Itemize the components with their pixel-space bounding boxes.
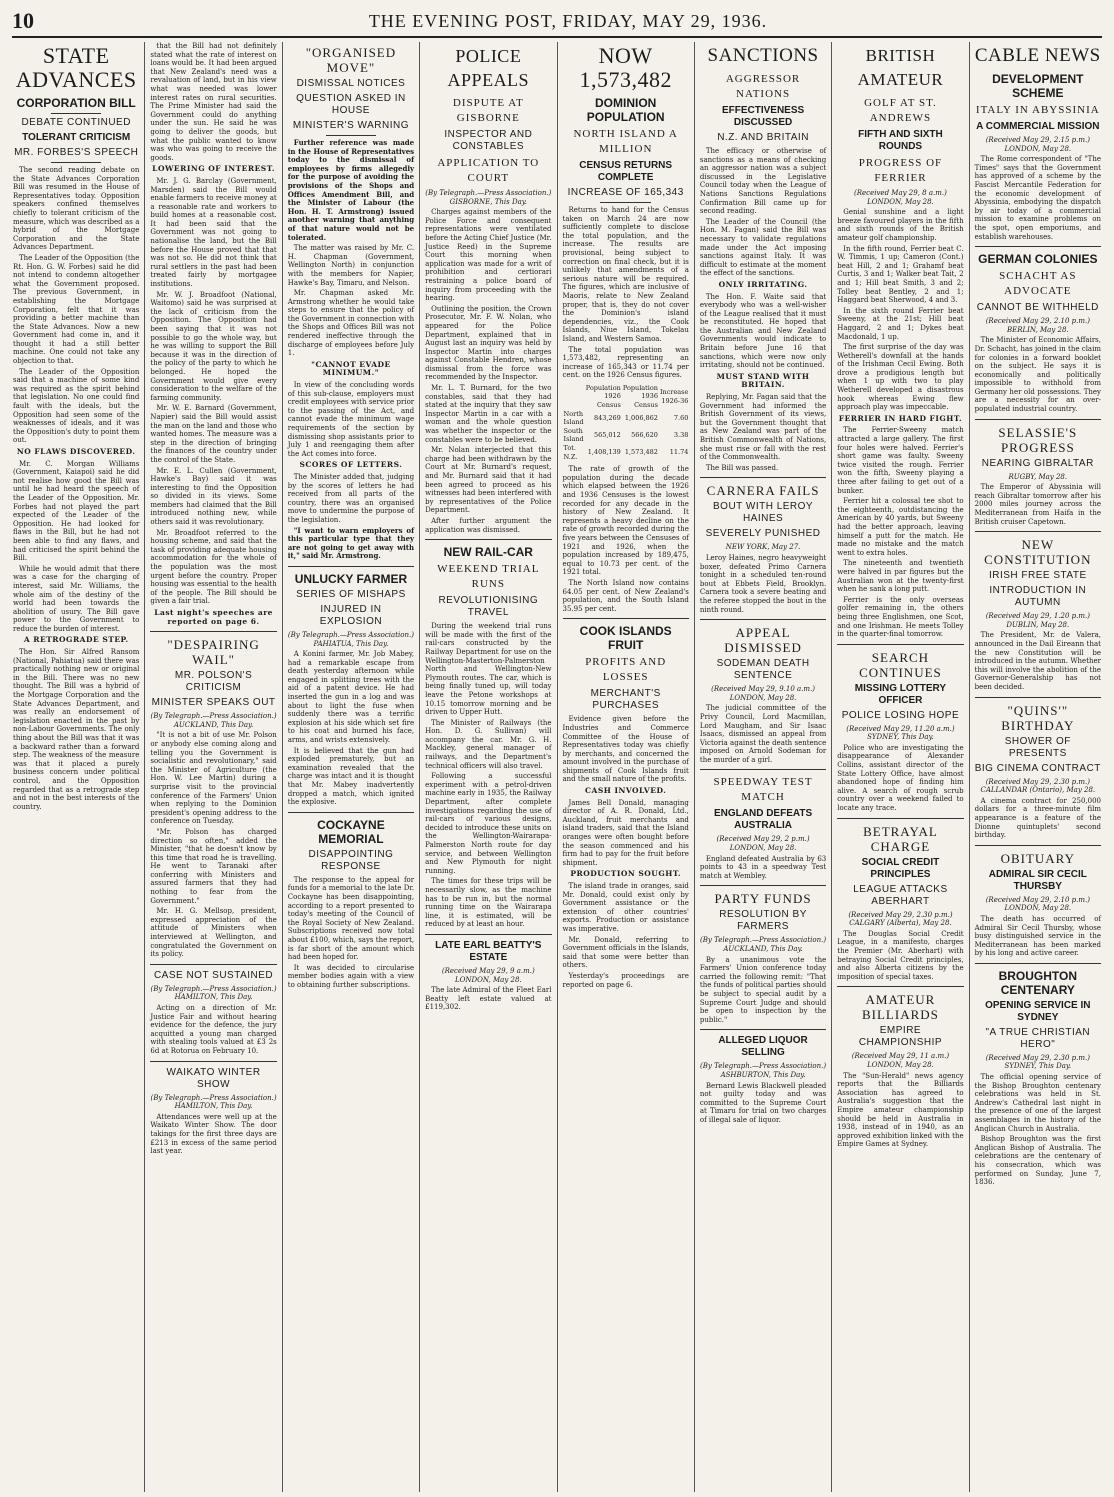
- article-paragraph: Bernard Lewis Blackwell pleaded not guilty today and was committed to the Supreme Court at Timaru for trial on two charges of illegal sale of liquor.: [699, 1081, 827, 1124]
- article-paragraph: Mr. L. T. Burnard, for the two constables, said that they had stated at the inquiry that they saw Inspector Martin in a car with a woman and the whole question was whether the inspector or the constables were to be believed.: [425, 384, 552, 444]
- article-paragraph: Mr. C. Morgan Williams (Government, Kaiapoi) said he did not realise how good the Bill was until he had heard the speech of the Leader of the Opposition. Mr. Forbes had not played the part expected of the Leader of the Opposition. He had looked for flaws in the Bill, but he had not been able to find any flaws, and had criticised the spirit behind the Bill.: [13, 459, 140, 563]
- dateline: (By Telegraph.—Press Association.) AUCKLAND, This Day.: [150, 712, 277, 729]
- headline-billiards: AMATEUR BILLIARDS: [861, 992, 939, 1023]
- inline-subhead: A RETROGRADE STEP.: [23, 635, 129, 645]
- headline-police-appeals: POLICE APPEALS: [447, 46, 530, 90]
- masthead-title: THE EVENING POST, FRIDAY, MAY 29, 1936.: [368, 10, 768, 31]
- article-paragraph: The Ferrier-Sweeny match attracted a large gallery. The first four holes were halved. Ferrier's short game was faulty. Sweeny twice visited the rough. Ferrier won the fifth, Sweeny playing a three after failing to get out of a bunker.: [837, 426, 964, 495]
- subhead-presents: SHOWER OF PRESENTS: [1004, 735, 1071, 759]
- deck-development: DEVELOPMENT SCHEME: [992, 72, 1084, 100]
- article-paragraph: Mr. Donald, referring to Government officials in the Islands, said that some were better than others.: [562, 935, 689, 970]
- subhead-gisborne: DISPUTE AT GISBORNE: [452, 97, 524, 124]
- subhead-lottery: MISSING LOTTERY OFFICER: [854, 682, 947, 706]
- dateline: (Received May 29, 8 a.m.) LONDON, May 28.: [854, 189, 947, 206]
- table-row: Tot. N.Z. 1,408,139 1,573,482 11.74: [563, 444, 689, 461]
- article-paragraph: The response to the appeal for funds for a memorial to the late Dr. Cockayne has been disappointing, according to a report presented to today's meeting of the Council of the Royal Society of New Zealand. Subscriptions received now total about £100, which, says the report, is far short of the amount which had been hoped for.: [287, 875, 415, 962]
- article-paragraph: A Konini farmer, Mr. Job Mabey, had a remarkable escape from death yesterday afternoon while engaged in splitting trees with the aid of a patent device. He had inserted the gun in a log and was about to light the fuse when suddenly there was a terrific explosion at his side which set fire to his coat and burned his face, arms, and wrists extensively.: [287, 650, 415, 745]
- deck-corporation-bill: CORPORATION BILL: [16, 96, 136, 110]
- subhead-england: ENGLAND DEFEATS AUSTRALIA: [713, 808, 813, 832]
- inline-subhead: CASH INVOLVED.: [585, 786, 667, 796]
- subhead-forbes: MR. FORBES'S SPEECH: [14, 147, 139, 158]
- subhead-sydney-service: OPENING SERVICE IN SYDNEY: [985, 999, 1091, 1023]
- article-paragraph: The Hon. F. Waite said that everybody who was a well-wisher of the League realised that it must be reconstituted. He hoped that the Australian and New Zealand Governments would indicate to Britain before June 16 that sanctions, which were now only irritating, should not be continued.: [699, 292, 827, 370]
- subhead-punished: SEVERELY PUNISHED: [705, 528, 821, 540]
- headline-population: NOW 1,573,482: [579, 43, 672, 92]
- table-header: Population 1926 Census: [585, 383, 621, 410]
- subhead-aggressor: AGGRESSOR NATIONS: [725, 73, 801, 100]
- article-paragraph: The efficacy or otherwise of sanctions as a means of checking an aggressor nation was a subject discussed in the Legislative Council today when the League of Nations Sanctions Regulations Confirmation Bill came up for second reading.: [699, 147, 827, 216]
- dateline: (Received May 29, 2.10 p.m.) LONDON, May 28.: [985, 895, 1090, 913]
- table-header: Increase 1926-36: [659, 388, 689, 405]
- article-paragraph: The death has occurred of Admiral Sir Cecil Thursby, whose busy distinguished service in the Mediterranean has been marked by his long and active career.: [974, 914, 1101, 958]
- article-paragraph: Mr. Broadfoot referred to the housing scheme, and said that the task of providing adequate housing accommodation for the whole of the population was the most urgent before the country. Proper housing was essential to the health of the people. The Bill should be given a fair trial.: [150, 528, 277, 606]
- article-paragraph: A cinema contract for 250,000 dollars for a three-minute film appearance is a feature of the Dionne quintuplets' second birthday.: [974, 796, 1101, 840]
- dateline: (By Telegraph.—Press Association.) AUCKLAND, This Day.: [700, 936, 827, 954]
- deck-dominion-population: DOMINION POPULATION: [586, 96, 665, 124]
- column-8: [970, 42, 1106, 1492]
- subhead-debate: DEBATE CONTINUED: [21, 117, 131, 128]
- dateline: NEW YORK, May 27.: [725, 543, 801, 552]
- continued-note: Last night's speeches are reported on page 6.: [154, 608, 273, 626]
- subhead-profits: PROFITS AND LOSSES: [585, 656, 667, 684]
- subhead-application: APPLICATION TO COURT: [437, 157, 540, 184]
- article-paragraph: Mr. Nolan interjected that this charge had been withdrawn by the Court at Mr. Burnard's request, and Mr. Burnard said that it had been agreed to proceed as his witnesses had been interfered with by representatives of the Police Department.: [425, 446, 552, 515]
- article-paragraph: The Rome correspondent of "The Times" says that the Government has approved of a scheme by the Fascist Mercantile Federation for the economic development of Abyssinia, embodying the dispatch by air today of a commercial mission to examine problems on the spot, open emporiums, and establish warehouses.: [974, 155, 1101, 241]
- article-paragraph: Mr. W. J. Broadfoot (National, Waitomo) said he was surprised at the lack of criticism from the Opposition. The Opposition had been saying that it was not possible to go the whole way, but he was willing to support the Bill because it was in the direction of the policy of the party to which he belonged. He hoped the Government would give every consideration to the welfare of the farming community.: [150, 290, 277, 402]
- subhead-aberhart: LEAGUE ATTACKS ABERHART: [853, 883, 948, 907]
- article-paragraph: Replying, Mr. Fagan said that the Government had informed the British Government of its views, but the Government thought that as New Zealand was part of the British Commonwealth of Nations, she must rise or fall with the rest of the Commonwealth.: [699, 393, 827, 462]
- dateline: (Received May 29, 2.30 p.m.) CALGARY (Alberta), May 28.: [848, 910, 953, 928]
- subhead-minister: MINISTER SPEAKS OUT: [151, 697, 276, 709]
- article-paragraph: "It is not a bit of use Mr. Polson or anybody else coming along and telling you the Government is socialistic and revolutionary," said the Minister of Agriculture (the Hon. W. Lee Martin) during a surprise visit to the provincial conference of the Farmers' Union when replying to the Dominion president's opening address to the conference on Tuesday.: [150, 731, 277, 826]
- headline-cockayne: COCKAYNE MEMORIAL: [317, 817, 385, 846]
- inline-subhead: SCORES OF LETTERS.: [299, 460, 403, 470]
- dateline: (Received May 29, 11 a.m.) LONDON, May 28.: [851, 1052, 950, 1069]
- dateline: (Received May 29, 9.10 a.m.) LONDON, May 28.: [711, 685, 816, 702]
- article-paragraph: Mr. J. G. Barclay (Government, Marsden) said the Bill would enable farmers to receive money at a reasonable rate and workers to build homes at a reasonable cost. It had been said that the Government was not going to nationalise the land, but the Bill before the House proved that that was not so. He did not think that rural settlers in the past had been treated fairly by mortgagee institutions.: [150, 176, 277, 289]
- article-paragraph: Returns to hand for the Census taken on March 24 are now sufficiently complete to disclose the total population, and the increase. The results are provisional, being subject to correction on final check, but it is unlikely that amendments of a serious nature will be required. The figures, which are inclusive of Maoris, relate to New Zealand proper, that is, they do not cover the Dominion's island dependencies, viz., the Cook Islands, Niue Island, Tokelau Island, and Western Samoa.: [562, 206, 689, 343]
- column-4: [420, 42, 557, 1492]
- dateline: (By Telegraph.—Press Association.) HAMILTON, This Day.: [150, 1093, 277, 1111]
- article-paragraph: The times for these trips will be necessarily slow, as the machine has to be run in, but the normal running time on the Wairarapa line, it is estimated, will be reduced by at least an hour.: [425, 877, 552, 929]
- subhead-response: DISAPPOINTING RESPONSE: [308, 848, 394, 872]
- census-table: [563, 384, 690, 461]
- subhead-autumn: INTRODUCTION IN AUTUMN: [989, 585, 1087, 609]
- article-paragraph: Leroy Haines, negro heavyweight boxer, defeated Primo Carnera tonight in a scheduled ten-round bout at Ebbets Field, Brooklyn. Carnera took a severe beating and the referee stopped the bout in the ninth round.: [699, 553, 827, 614]
- subhead-census: CENSUS RETURNS COMPLETE: [579, 160, 673, 183]
- article-paragraph: "I want to warn employers of this particular type that they are not going to get away with it," said Mr. Armstrong.: [287, 525, 415, 561]
- article-paragraph: The Douglas Social Credit League, in a manifesto, charges the Premier (Mr. Aberhart) with betraying Social Credit principles, and also Alberta citizens by the imposition of special taxes.: [837, 929, 964, 981]
- subhead-dismissal: DISMISSAL NOTICES: [296, 78, 406, 89]
- article-paragraph: The Minister of Railways (the Hon. D. G. Sullivan) will accompany the car. Mr. G. H. Mackley, general manager of railways, and the Department's technical officers will also travel.: [425, 718, 552, 770]
- subhead-withheld: CANNOT BE WITHHELD: [976, 302, 1099, 314]
- inline-subhead: PRODUCTION SOUGHT.: [570, 869, 682, 879]
- headline-party-funds: PARTY FUNDS: [714, 891, 812, 907]
- subhead-thursby: ADMIRAL SIR CECIL THURSBY: [988, 868, 1087, 892]
- article-paragraph: It is believed that the gun had exploded prematurely, but an examination revealed that the charge was intact and it is thought that Mr. Mabey inadvertently dropped a match, which ignited the explosive.: [287, 746, 415, 807]
- article-paragraph: In the fifth round, Ferrier beat C. W. Timmis, 1 up; Cameron (Cont.) beat Hill, 2 and 1; Grahamf beat Curtis, 3 and 1; Walker beat Tait, 2 and 1; Hill beat Smith, 3 and 2; Tolley beat Bentley, 2 and 1; Haggard beat Sherwood, 4 and 3.: [837, 244, 964, 305]
- headline-waikato-show: WAIKATO WINTER SHOW: [166, 1066, 261, 1090]
- subhead-mission: A COMMERCIAL MISSION: [976, 121, 1100, 132]
- article-paragraph: During the weekend trial runs will be made with the first of the rail-cars constructed by the Railway Department for use on the Wellington-Masterton-Palmerston North and Wellington-New Plymouth routes. The car, which is being finally tuned up, will today leave the Petone workshops at 10.15 tomorrow morning and be driven to Upper Hutt.: [425, 622, 552, 717]
- dateline: (Received May 29, 1.20 p.m.) DUBLIN, May 28.: [985, 612, 1090, 629]
- subhead-italy: ITALY IN ABYSSINIA: [975, 104, 1100, 116]
- headline-search: SEARCH CONTINUES: [859, 649, 942, 680]
- dateline: RUGBY, May 28.: [1008, 472, 1068, 481]
- article-paragraph: While he would admit that there was a case for the charging of interest, said Mr. Williams, the whole aim of the destiny of the world had been towards the abolition of usury. The Bill gave power to the Government to reduce the burden of interest.: [13, 564, 140, 633]
- article-paragraph: The Leader of the Opposition (the Rt. Hon. G. W. Forbes) said he did not intend to condemn altogether what the Government proposed. The previous Government, in establishing the Mortgage Corporation, felt that it was providing a better machine than the State Advances. Now a new Government had come in, and it thought it had a still better machine. One could not take any objection to that.: [13, 253, 140, 366]
- article-paragraph: The judicial committee of the Privy Council, Lord Macmillan, Lord Maugham, and Sir Isaac Isaacs, dismissed an appeal from Victoria against the death sentence imposed on Arnold Sodeman for the murder of a girl.: [699, 704, 827, 764]
- article-paragraph: It was decided to circularise member bodies again with a view to obtaining further subscriptions.: [287, 963, 415, 989]
- article-paragraph: The "Sun-Herald" news agency reports that the Billiards Association has agreed to Australia's suggestion that the Empire amateur championship should be held in Australia in 1938, instead of in 1940, as an approved exhibition linked with the Empire Games at Sydney.: [837, 1071, 964, 1149]
- dateline: (By Telegraph.—Press Association.) GISBORNE, This Day.: [425, 189, 552, 206]
- dateline: (Received May 29, 2.15 p.m.) LONDON, May 28.: [985, 136, 1090, 153]
- article-paragraph: The Leader of the Council (the Hon. M. Fagan) said the Bill was necessary to validate regulations made under the Act imposing sanctions against Italy. It was difficult to estimate at the moment the effect of the sanctions.: [699, 217, 827, 278]
- article-paragraph: The Emperor of Abyssinia will reach Gibraltar tomorrow after his 2000 miles journey across the Mediterranean from Haifa in the British cruiser Capetown.: [974, 483, 1101, 526]
- column-7: [832, 42, 969, 1492]
- subhead-merchants: MERCHANT'S PURCHASES: [590, 688, 661, 712]
- table-row: South Island 565,012 566,620 3.38: [563, 426, 689, 444]
- article-paragraph: After further argument the application was dismissed.: [425, 516, 552, 534]
- column-5: [558, 42, 695, 1492]
- article-paragraph: Ferrier hit a colossal tee shot to the eighteenth, outdistancing the American by 40 yards, but Sweeny had the better approach, leaving himself a putt for the match. He made no mistake and the match went to extra holes.: [837, 497, 964, 557]
- headline-carnera: CARNERA FAILS: [706, 483, 820, 499]
- headline-british-amateur: BRITISH AMATEUR: [857, 46, 944, 89]
- article-paragraph: James Bell Donald, managing director of A. R. Donald, Ltd., Auckland, fruit merchants and island traders, said that the Island oranges were often bought before the season commenced and his firm had to pay for the fruit before shipment.: [562, 798, 689, 867]
- article-paragraph: The matter was raised by Mr. C. H. Chapman (Government, Wellington North) in conjunction with the members for Napier, Hawke's Bay, Timaru, and Nelson.: [287, 244, 415, 287]
- article-paragraph: Mr. E. L. Cullen (Government, Hawke's Bay) said it was interesting to find the Opposition so divided in its views. Some members had claimed that the Bill introduced nothing new, while others said it was revolutionary.: [150, 466, 277, 527]
- deck-golf: GOLF AT ST. ANDREWS: [864, 97, 937, 124]
- headline-selassie: SELASSIE'S PROGRESS: [998, 424, 1078, 455]
- inline-subhead: "CANNOT EVADE MINIMUM.": [311, 359, 391, 378]
- article-paragraph: The second reading debate on the State Advances Corporation Bill was resumed in the House of Representatives today. Opposition speakers confined themselves chiefly to tolerant criticism of the measure, which was described as a hybrid of the Mortgage Corporation and the State Advances Department.: [13, 166, 140, 252]
- article-lead: Further reference was made in the House of Representatives today to the dismissal of employees by firms allegedly for the purpose of avoiding the provisions of the Shops and Offices Amendment Bill, and the Minister of Labour (the Hon. H. T. Armstrong) issued another warning that anything of that nature would not be tolerated.: [287, 138, 415, 242]
- headline-betrayal: BETRAYAL CHARGE: [863, 823, 938, 854]
- headline-despairing-wail: "DESPAIRING WAIL": [167, 637, 260, 668]
- article-paragraph: The Leader of the Opposition said that a machine of some kind was required as the spirit behind that legislation. No one could find fault with the ideals, but the Opposition had seen some of the weaknesses of ideals, and it was the Opposition's duty to point them out.: [13, 367, 140, 445]
- subhead-north-island: NORTH ISLAND A MILLION: [573, 128, 678, 155]
- subhead-tolerant: TOLERANT CRITICISM: [22, 132, 131, 143]
- headline-quins: "QUINS'" BIRTHDAY: [1001, 702, 1075, 733]
- article-paragraph: Acting on a direction of Mr. Justice Fair and without hearing evidence for the defence, the jury acquitted a young man charged with stealing tools valued at £3 2s 6d at Rotorua on February 10.: [150, 1004, 277, 1055]
- subhead-warning: MINISTER'S WARNING: [292, 120, 409, 131]
- article-paragraph: that the Bill had not definitely stated what the rate of interest on loans would be. It had been argued that New Zealand's need was a revaluation of land, but in his view what was needed was lower interest rates on rural securities. The Prime Minister had said the Government could do anything under the sun. He said he was going to deliver the goods, but what the public wanted to know was who was going to receive the goods.: [150, 42, 277, 162]
- subhead-increase: INCREASE OF 165,343: [567, 187, 684, 198]
- dateline: (By Telegraph.—Press Association.) HAMILTON, This Day.: [150, 984, 277, 1002]
- article-paragraph: Mr. W. E. Barnard (Government, Napier) said the Bill would assist the man on the land and those who wanted homes. The measure was a step in the direction of bringing the finances of the country under the control of the State.: [150, 404, 277, 464]
- headline-speedway: SPEEDWAY TEST MATCH: [713, 776, 813, 804]
- dateline: (Received May 29, 9 a.m.) LONDON, May 28.: [441, 966, 535, 984]
- article-paragraph: The Minister of Economic Affairs, Dr. Schacht, has joined in the claim for colonies in a forward booklet on the subject. He says it is economically and politically impossible to withhold from Germany her old possessions. They are a necessity for an over-populated industrial country.: [974, 336, 1101, 414]
- article-paragraph: The Hon. Sir Alfred Ransom (National, Pahiatua) said there was practically nothing new or original in the Bill. There was no new thought. The Bill was a hybrid of the Mortgage Corporation and the State Advances Department, and was really an endorsement of legislation enacted in the past by non-Labour Governments. The only thing about the Bill was that it was a backward rather than a forward step. The weakness of the measure was that it placed a purely business concern under political control, and the Opposition regarded that as a retrograde step and not in the best interests of the country.: [13, 648, 140, 811]
- table-header: Population 1936 Census: [622, 383, 658, 410]
- article-paragraph: The nineteenth and twentieth were halved in par figures but the Australian won at the twenty-first when he sank a long putt.: [837, 559, 964, 594]
- subhead-gibraltar: NEARING GIBRALTAR: [981, 457, 1094, 469]
- article-paragraph: The total population was 1,573,482, representing an increase of 165,343 or 11.74 per cent. on the 1926 Census figures.: [562, 345, 689, 380]
- article-paragraph: By a unanimous vote the Farmers' Union conference today carried the following remit: "That the funds of political parties should be subject to special audit by a Supreme Court Judge and should be open to inspection by the public.": [699, 955, 827, 1024]
- dateline: (Received May 29, 2.10 p.m.) BERLIN, May 28.: [985, 317, 1090, 334]
- article-paragraph: The North Island now contains 64.05 per cent. of New Zealand's population, and the South Island 35.95 per cent.: [562, 578, 689, 613]
- headline-german-colonies: GERMAN COLONIES: [978, 252, 1098, 267]
- masthead: [12, 6, 1102, 38]
- article-paragraph: Yesterday's proceedings are reported on page 6.: [562, 971, 689, 989]
- headline-cook-islands: COOK ISLANDS FRUIT: [579, 624, 672, 653]
- subhead-schacht: SCHACHT AS ADVOCATE: [999, 270, 1077, 298]
- dateline: (Received May 29, 2.30 p.m.) SYDNEY, This Day.: [985, 1053, 1090, 1071]
- article-paragraph: England defeated Australia by 63 points to 43 in a speedway Test match at Wembley.: [699, 854, 827, 880]
- article-paragraph: Mr. H. G. Mellsop, president, expressed appreciation of the attitude of Ministers when interviewed at Wellington, and congratulated the Government on its policy.: [150, 907, 277, 959]
- subhead-mishaps: SERIES OF MISHAPS: [296, 588, 406, 600]
- headline-rail-car: NEW RAIL-CAR: [443, 545, 533, 560]
- article-paragraph: Genial sunshine and a light breeze favoured players in the fifth and sixth rounds of the British amateur golf championship.: [837, 208, 964, 242]
- article-paragraph: Mr. Chapman asked Mr. Armstrong whether he would take steps to ensure that the policy of the Government in connection with the Shops and Offices Bill was not rendered ineffective through the discharge of employees before July 1.: [287, 289, 415, 358]
- article-paragraph: Police who are investigating the disappearance of Alexander Collins, assistant director of the State Lottery Office, have almost abandoned hope of finding him alive. A search of rough scrub country over a weekend failed to locate any trace.: [837, 743, 964, 813]
- article-paragraph: In view of the concluding words of this sub-clause, employers must credit employees with service prior to the passing of the Act, and cannot evade the minimum wage requirements of the section by dismissing shop assistants prior to July 1 and reengaging them after the Act comes into force.: [287, 381, 415, 458]
- inline-subhead: MUST STAND WITH BRITAIN.: [716, 371, 810, 390]
- column-1: [8, 42, 145, 1492]
- article-paragraph: The island trade in oranges, said Mr. Donald, could exist only by Government assistance or the extension of other countries' exports. Production or assistance was imperative.: [562, 882, 689, 933]
- columns: [8, 42, 1106, 1492]
- column-3: [283, 42, 420, 1492]
- subhead-trial-runs: WEEKEND TRIAL RUNS: [437, 563, 540, 591]
- article-paragraph: In the sixth round Ferrier beat Sweeny, at the 21st; Hill beat Haggard, 2 and 1; Dykes beat Macdonald, 1 up.: [837, 306, 964, 341]
- subhead-polson: MR. POLSON'S CRITICISM: [174, 670, 253, 694]
- inline-subhead: NO FLAWS DISCOVERED.: [16, 447, 136, 456]
- column-6: [695, 42, 832, 1492]
- inline-subhead: FERRIER IN HARD FIGHT.: [838, 413, 963, 423]
- headline-beatty-estate: LATE EARL BEATTY'S ESTATE: [435, 939, 542, 963]
- headline-cable-news: CABLE NEWS: [974, 45, 1101, 66]
- subhead-social-credit: SOCIAL CREDIT PRINCIPLES: [861, 856, 940, 880]
- dateline: (Received May 29, 2.30 p.m.) CALLANDAR (Ontario), May 28.: [980, 777, 1096, 795]
- article-paragraph: The Bill was passed.: [705, 463, 779, 472]
- article-paragraph: The late Admiral of the Fleet Earl Beatty left estate valued at £119,302.: [425, 986, 552, 1012]
- article-paragraph: Ferrier is the only overseas golfer remaining in, the others being three Englishmen, one Scot, and one Irishman. He meets Tolley in the quarter-final tomorrow.: [837, 595, 964, 639]
- article-paragraph: The Minister added that, judging by the scores of letters he had received from all parts of the country, there was an organised move to undermine the purpose of the legislation.: [287, 472, 415, 524]
- article-paragraph: Outlining the position, the Crown Prosecutor, Mr. F. W. Nolan, who appeared for the Police Department, explained that in August last an inquiry was held by Inspector Martin into charges against Constable Hendren, whose dismissal from the force was recommended by the Inspector.: [425, 304, 552, 382]
- subhead-haines: BOUT WITH LEROY HAINES: [713, 501, 814, 525]
- article-paragraph: Charges against members of the Police Force and consequent representations were ventilated before the Acting Chief Justice (Mr. Justice Reed) in the Supreme Court this morning when application was made for a writ of prohibition and certiorari restraining a police board of inquiry from proceeding with the hearing.: [425, 208, 552, 303]
- subhead-effectiveness: EFFECTIVENESS DISCUSSED: [721, 105, 805, 128]
- headline-broughton: BROUGHTON CENTENARY: [998, 968, 1078, 997]
- dateline: (Received May 29, 11.20 a.m.) SYDNEY, This Day.: [846, 724, 955, 742]
- article-paragraph: Attendances were well up at the Waikato Winter Show. The door takings for the first three days are £213 in excess of the same period last year.: [150, 1112, 277, 1156]
- article-paragraph: The official opening service of the Bishop Broughton centenary celebrations was held in St. Andrew's Cathedral last night in the presence of one of the largest assemblages in the history of the Anglican Church in Australia.: [974, 1073, 1101, 1133]
- subhead-irish: IRISH FREE STATE: [988, 570, 1087, 582]
- headline-unlucky-farmer: UNLUCKY FARMER: [294, 571, 408, 586]
- subhead-rounds: FIFTH AND SIXTH ROUNDS: [858, 129, 943, 152]
- article-paragraph: The first surprise of the day was Wetherell's downfall at the hands of the Irishman Cecil Ewing. Both drove a prodigious length but when 1 up with two to play Wetherell developed a disastrous hook whereas Ewing flew approach play was impeccable.: [837, 343, 964, 412]
- subhead-hero: "A TRUE CHRISTIAN HERO": [985, 1026, 1091, 1050]
- table-header-row: [563, 384, 690, 410]
- headline-obituary: OBITUARY: [1000, 850, 1076, 866]
- subhead-question: QUESTION ASKED IN HOUSE: [296, 93, 406, 116]
- article-paragraph: The rate of growth of the population during the decade which elapsed between the 1926 and 1936 Censuses is the lowest recorded for any decade in the history of New Zealand. It represents a heavy decline on the rate of growth recorded during the five years between the Censuses of 1921 and 1926, when the population increased by 189,475, equal to 10.73 per cent. of the 1921 total.: [562, 465, 689, 577]
- subhead-inspector: INSPECTOR AND CONSTABLES: [444, 129, 533, 152]
- subhead-explosion: INJURED IN EXPLOSION: [319, 603, 383, 627]
- subhead-sodeman: SODEMAN DEATH SENTENCE: [716, 658, 810, 682]
- subhead-cinema: BIG CINEMA CONTRACT: [974, 762, 1101, 774]
- headline-state-advances: STATE ADVANCES: [15, 43, 137, 92]
- subhead-travel: REVOLUTIONISING TRAVEL: [438, 595, 539, 619]
- dateline: (By Telegraph.—Press Association.) ASHBURTON, This Day.: [700, 1062, 827, 1079]
- table-row: North Island 843,269 1,006,862 7.60: [563, 409, 689, 427]
- subhead-ferrier: PROGRESS OF FERRIER: [858, 157, 943, 184]
- dateline: (By Telegraph.—Press Association.) PAHIATUA, This Day.: [287, 630, 414, 648]
- subhead-farmers: RESOLUTION BY FARMERS: [719, 909, 807, 933]
- inline-subhead: LOWERING OF INTEREST.: [152, 164, 275, 174]
- article-paragraph: The President, Mr. de Valera, announced in the Dail Eireann that the new Constitution will be introduced in the autumn. Whether this will involve the abolition of the Governor-Generalship has not been decided.: [974, 631, 1101, 691]
- dateline: (Received May 29, 2 p.m.) LONDON, May 28.: [716, 835, 810, 853]
- page-number: 10: [12, 8, 34, 33]
- column-2: [145, 42, 282, 1492]
- article-paragraph: Bishop Broughton was the first Anglican Bishop of Australia. The celebrations are the centenary of his consecration, which was performed on Sunday, June 7, 1836.: [974, 1135, 1101, 1187]
- headline-constitution: NEW CONSTITUTION: [984, 537, 1092, 568]
- headline-liquor: ALLEGED LIQUOR SELLING: [718, 1035, 808, 1059]
- headline-case-not-sustained: CASE NOT SUSTAINED: [153, 969, 274, 981]
- subhead-police-hope: POLICE LOSING HOPE: [841, 709, 960, 721]
- article-paragraph: Following a successful experiment with a petrol-driven machine early in 1935, the Railway Department, after complete investigations regarding the use of rail-cars of various designs, decided to introduce these units on the Wellington-Wairarapa-Palmerston North route for day service, and between Wellington and New Plymouth for night running.: [425, 772, 552, 875]
- headline-organised-move: "ORGANISED MOVE": [305, 45, 397, 75]
- article-paragraph: Evidence given before the Industries and Commerce Committee of the House of Representatives today was chiefly by merchants, and concerned the amount involved in the purchase of shipments of Cook Islands fruit and the small nature of the profits.: [562, 715, 689, 784]
- article-paragraph: "Mr. Polson has charged direction so often," added the Minister, "that he doesn't know by this time that road he is travelling. He went to Taranaki after conferring with Ministers and assured farmers that they had nothing to fear from the Government.": [150, 827, 277, 905]
- headline-appeal: APPEAL DISMISSED: [724, 625, 802, 656]
- subhead-empire: EMPIRE CHAMPIONSHIP: [858, 1025, 943, 1049]
- inline-subhead: ONLY IRRITATING.: [718, 279, 808, 289]
- subhead-nz-britain: N.Z. AND BRITAIN: [717, 132, 809, 143]
- headline-sanctions: SANCTIONS: [707, 45, 819, 66]
